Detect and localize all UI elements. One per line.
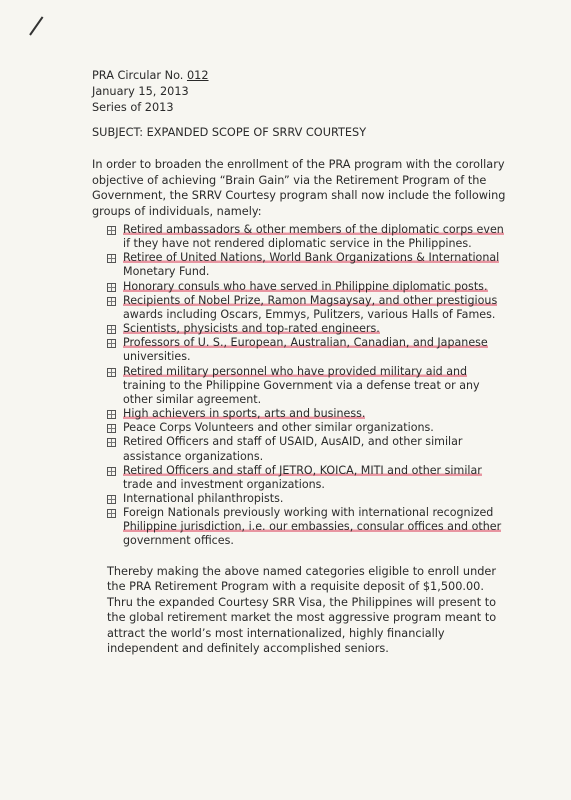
highlighted-text: Professors of U. S., European, Australian, Canadian, and Japanese bbox=[123, 336, 488, 350]
list-item bbox=[107, 322, 487, 336]
highlighted-text: Scientists, physicists and top-rated engineers. bbox=[123, 322, 380, 336]
pen-mark bbox=[29, 16, 43, 35]
list-item bbox=[107, 365, 487, 407]
checkbox-icon bbox=[107, 226, 116, 235]
list-item-text: awards including Oscars, Emmys, Pulitzers, various Halls of Fames. bbox=[123, 307, 496, 321]
closing-line: independent and definitely accomplished seniors. bbox=[107, 642, 389, 656]
list-item-text bbox=[123, 293, 498, 308]
list-item bbox=[107, 506, 502, 548]
checkbox-icon bbox=[107, 424, 116, 433]
intro-paragraph bbox=[92, 157, 506, 219]
list-item-text bbox=[123, 336, 487, 350]
closing-paragraph bbox=[107, 564, 497, 656]
highlighted-text: High achievers in sports, arts and business. bbox=[123, 407, 366, 421]
checkbox-icon bbox=[107, 438, 116, 447]
category-list bbox=[107, 223, 504, 549]
highlighted-text: Honorary consuls who have served in Philippine diplomatic posts. bbox=[123, 279, 488, 293]
intro-line: Government, the SRRV Courtesy program shall now include the following bbox=[92, 189, 506, 202]
list-item-text: trade and investment organizations. bbox=[123, 477, 325, 491]
list-item-text bbox=[123, 322, 487, 336]
list-item-text bbox=[123, 520, 502, 534]
list-item bbox=[107, 223, 504, 251]
circular-series: Series of 2013 bbox=[92, 101, 174, 114]
checkbox-icon bbox=[107, 509, 116, 518]
list-item bbox=[107, 280, 487, 294]
intro-line: objective of achieving “Brain Gain” via the Retirement Program of the bbox=[92, 173, 487, 187]
list-item-text: Retired Officers and staff of USAID, AusAID, and other similar bbox=[123, 435, 463, 449]
checkbox-icon bbox=[107, 325, 116, 334]
intro-line: groups of individuals, namely: bbox=[92, 204, 262, 218]
checkbox-icon bbox=[107, 283, 116, 292]
list-item-text: Peace Corps Volunteers and other similar organizations. bbox=[123, 421, 434, 435]
list-item-text: assistance organizations. bbox=[123, 449, 264, 463]
checkbox-icon bbox=[107, 495, 116, 504]
list-item-text: Monetary Fund. bbox=[123, 265, 210, 279]
list-item-text: if they have not rendered diplomatic service in the Philippines. bbox=[123, 237, 472, 251]
subject-line: SUBJECT: EXPANDED SCOPE OF SRRV COURTESY bbox=[92, 126, 367, 139]
list-item-text: government offices. bbox=[123, 534, 234, 548]
highlighted-text: Retired Officers and staff of JETRO, KOICA, MITI and other similar bbox=[123, 463, 482, 477]
list-item bbox=[107, 407, 487, 421]
checkbox-icon bbox=[107, 467, 116, 476]
closing-line: Thereby making the above named categories eligible to enroll under bbox=[107, 565, 496, 578]
intro-line: In order to broaden the enrollment of the PRA program with the corollary bbox=[92, 158, 505, 171]
list-item-text: International philanthropists. bbox=[123, 491, 284, 505]
list-item bbox=[107, 492, 487, 506]
list-item-text bbox=[123, 407, 487, 421]
checkbox-icon bbox=[107, 410, 116, 419]
list-item-text: universities. bbox=[123, 350, 191, 364]
highlighted-text: Philippine jurisdiction, i.e. our embassies, consular offices and other bbox=[123, 520, 502, 534]
list-item-text: training to the Philippine Government via a defense treat or any bbox=[123, 378, 480, 392]
closing-line: the global retirement market the most aggressive program meant to bbox=[107, 611, 497, 625]
list-item bbox=[107, 251, 500, 279]
highlighted-text: Retired military personnel who have provided military aid and bbox=[123, 364, 468, 378]
list-item-text bbox=[123, 223, 504, 237]
list-item-text bbox=[123, 365, 487, 379]
highlighted-text: Retiree of United Nations, World Bank Organizations & International bbox=[123, 251, 500, 265]
circular-number-line bbox=[92, 68, 209, 84]
list-item bbox=[107, 435, 487, 463]
list-item-text bbox=[123, 280, 487, 294]
highlighted-text: Retired ambassadors & other members of the diplomatic corps even bbox=[123, 223, 504, 236]
list-item-text: Foreign Nationals previously working with international recognized bbox=[123, 506, 494, 520]
closing-line: attract the world’s most internationalized, highly financially bbox=[107, 626, 445, 640]
list-item-text bbox=[123, 251, 500, 265]
list-item bbox=[107, 464, 487, 492]
list-item-text bbox=[123, 464, 487, 478]
list-item bbox=[107, 336, 487, 364]
checkbox-icon bbox=[107, 254, 116, 263]
closing-line: Thru the expanded Courtesy SRR Visa, the Philippines will present to bbox=[107, 595, 497, 609]
checkbox-icon bbox=[107, 297, 116, 306]
closing-line: the PRA Retirement Program with a requisite deposit of $1,500.00. bbox=[107, 580, 484, 594]
checkbox-icon bbox=[107, 368, 116, 377]
list-item bbox=[107, 421, 487, 435]
checkbox-icon bbox=[107, 339, 116, 348]
list-item-text: other similar agreement. bbox=[123, 392, 262, 406]
highlighted-text: Recipients of Nobel Prize, Ramon Magsaysay, and other prestigious bbox=[123, 293, 498, 307]
circular-header bbox=[92, 68, 209, 116]
list-item bbox=[107, 293, 498, 322]
circular-date: January 15, 2013 bbox=[92, 85, 189, 98]
circular-number: 012 bbox=[186, 69, 209, 82]
circular-label: PRA Circular No. bbox=[92, 69, 184, 82]
